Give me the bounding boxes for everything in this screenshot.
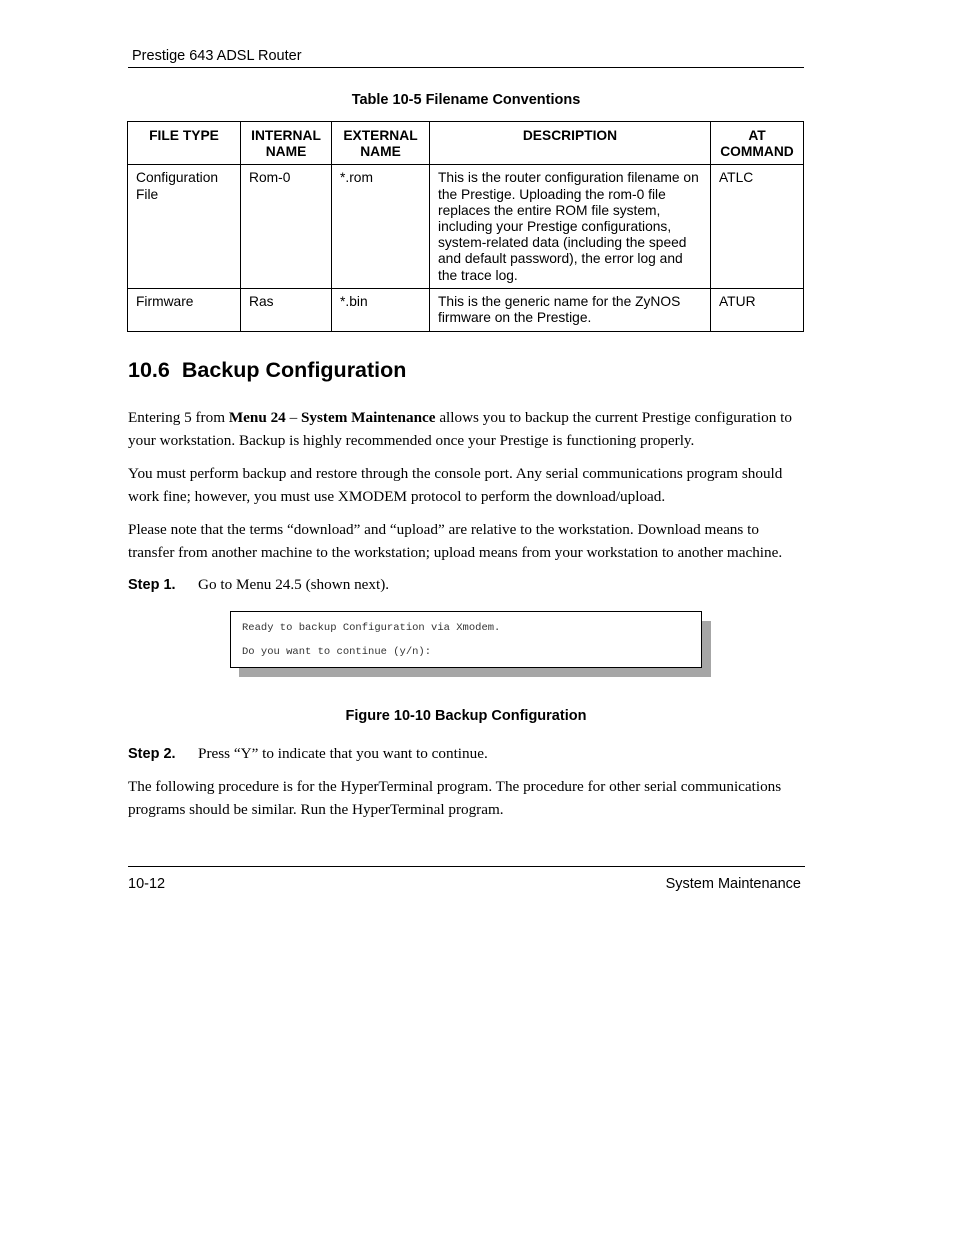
paragraph-terms: Please note that the terms “download” and “upload” are relative to the workstation. Download means to transfer from another machine to the workstation; upload means from your workstation to another machine. bbox=[128, 521, 783, 561]
page-header bbox=[128, 47, 804, 68]
console-line: Ready to backup Configuration via Xmodem. bbox=[242, 622, 501, 634]
text: allows you to backup the current Prestige configuration to your workstation. Backup is highly recommended once your Prestige is functioning properly. bbox=[128, 409, 792, 449]
menu-reference: Menu 24 bbox=[228, 409, 286, 426]
chapter-name: System Maintenance bbox=[665, 876, 801, 892]
section-title: Backup Configuration bbox=[181, 358, 407, 382]
step-2 bbox=[128, 745, 488, 763]
step-1 bbox=[128, 576, 389, 594]
column-header: AT COMMAND bbox=[711, 122, 804, 165]
page-footer bbox=[128, 866, 805, 892]
cell-external-name: *.bin bbox=[332, 288, 430, 331]
console-screen bbox=[230, 611, 702, 668]
console-line: Do you want to continue (y/n): bbox=[242, 646, 432, 658]
column-header: FILE TYPE bbox=[128, 122, 241, 165]
step-text: Go to Menu 24.5 (shown next). bbox=[198, 576, 390, 593]
menu-name: System Maintenance bbox=[300, 409, 436, 426]
step-text: Press “Y” to indicate that you want to continue. bbox=[198, 745, 488, 762]
cell-description: This is the generic name for the ZyNOS firmware on the Prestige. bbox=[430, 288, 711, 331]
cell-file-type: Firmware bbox=[128, 288, 241, 331]
header-title: Prestige 643 ADSL Router bbox=[132, 48, 302, 64]
text: Entering 5 from bbox=[128, 409, 229, 426]
paragraph-procedure: The following procedure is for the HyperTerminal program. The procedure for other serial communications programs should be similar. Run the HyperTerminal program. bbox=[128, 778, 782, 818]
page-number: 10-12 bbox=[128, 876, 166, 892]
cell-description: This is the router configuration filename on the Prestige. Uploading the rom-0 file replaces the entire ROM file system, including your Prestige configurations, system-related data (including the speed and default password), the error log and the trace log. bbox=[430, 165, 711, 288]
paragraph-intro bbox=[128, 406, 808, 452]
step-label: Step 2. bbox=[128, 746, 176, 762]
column-header: EXTERNAL NAME bbox=[332, 122, 430, 165]
cell-internal-name: Rom-0 bbox=[241, 165, 332, 288]
cell-external-name: *.rom bbox=[332, 165, 430, 288]
cell-at-command: ATLC bbox=[711, 165, 804, 288]
column-header: DESCRIPTION bbox=[430, 122, 711, 165]
table-header-row bbox=[128, 122, 804, 165]
table-row bbox=[128, 165, 804, 288]
paragraph-console-port: You must perform backup and restore through the console port. Any serial communications program should work fine; however, you must use XMODEM protocol to perform the download/upload. bbox=[128, 465, 783, 505]
column-header: INTERNAL NAME bbox=[241, 122, 332, 165]
step-label: Step 1. bbox=[128, 577, 176, 593]
figure-caption: Figure 10-10 Backup Configuration bbox=[345, 708, 587, 724]
text: – bbox=[285, 409, 301, 426]
table-caption: Table 10-5 Filename Conventions bbox=[351, 92, 581, 108]
section-number: 10.6 bbox=[128, 358, 170, 382]
section-heading bbox=[128, 358, 406, 383]
cell-internal-name: Ras bbox=[241, 288, 332, 331]
cell-at-command: ATUR bbox=[711, 288, 804, 331]
cell-file-type: Configuration File bbox=[128, 165, 241, 288]
table-row bbox=[128, 288, 804, 331]
filename-conventions-table bbox=[127, 121, 804, 332]
